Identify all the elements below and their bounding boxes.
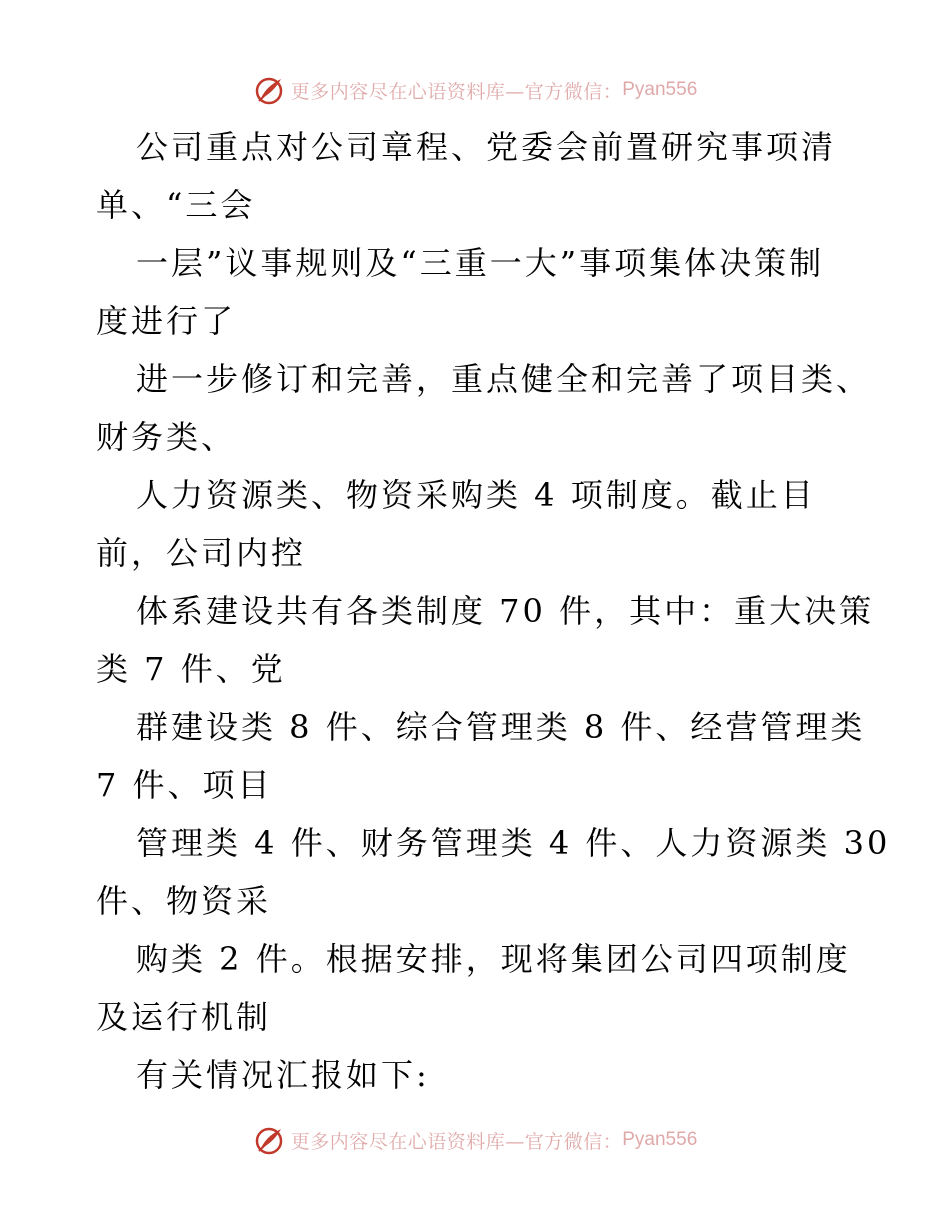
text-line: 进一步修订和完善，重点健全和完善了项目类、 [136,360,872,398]
watermark-text: 更多内容尽在心语资料库—官方微信： [290,1130,623,1153]
text-line: 件、物资采 [96,882,272,920]
text-line: 有关情况汇报如下: [136,1056,430,1094]
feather-logo-icon [253,74,285,106]
text-line: 购类 2 件。根据安排，现将集团公司四项制度 [136,940,851,978]
feather-logo-icon [253,1124,285,1156]
text-line: 管理类 4 件、财务管理类 4 件、人力资源类 30 [136,824,891,862]
text-line: 一层”议事规则及“三重一大”事项集体决策制 [136,244,825,282]
text-line: 及运行机制 [96,998,272,1036]
text-line: 财务类、 [96,418,237,456]
document-body [96,118,891,1104]
text-line: 单、“三会 [96,186,256,224]
text-line: 群建设类 8 件、综合管理类 8 件、经营管理类 [136,708,866,746]
watermark-wechat-id: Pyan556 [622,1129,698,1150]
text-line: 7 件、项目 [96,766,273,804]
text-line: 人力资源类、物资采购类 4 项制度。截止目 [136,476,816,514]
text-line: 公司重点对公司章程、党委会前置研究事项清 [136,128,837,166]
header-watermark [0,70,950,110]
text-line: 体系建设共有各类制度 70 件，其中：重大决策 [136,592,875,630]
watermark-text: 更多内容尽在心语资料库—官方微信： [290,80,623,103]
text-line: 度进行了 [96,302,237,340]
text-line: 类 7 件、党 [96,650,286,688]
text-line: 前，公司内控 [96,534,307,572]
watermark-wechat-id: Pyan556 [622,79,698,100]
footer-watermark [0,1120,950,1160]
